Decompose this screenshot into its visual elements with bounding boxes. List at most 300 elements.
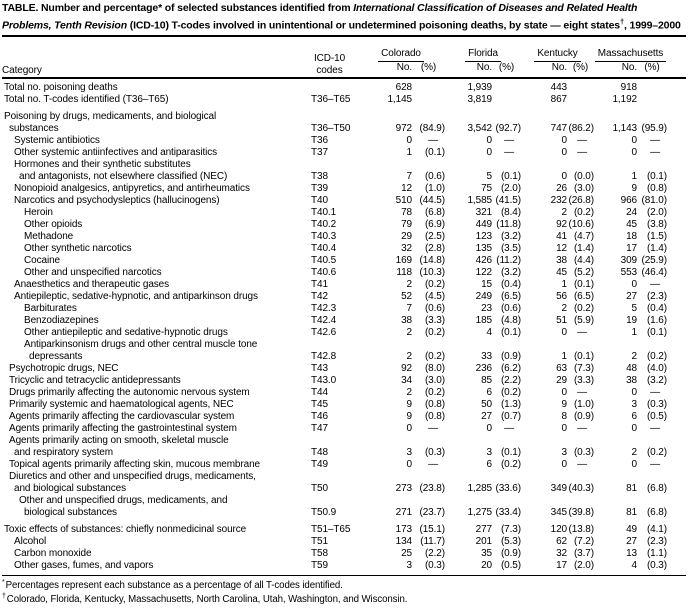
- table-row: [2, 519, 686, 536]
- table-row: [2, 495, 686, 519]
- row-filler: [667, 255, 686, 267]
- icd10-code-cell: T42.8: [311, 350, 337, 362]
- count-cell: 0: [486, 146, 492, 158]
- row-filler: [667, 243, 686, 255]
- count-cell: 15: [481, 278, 492, 290]
- footnote-text: Percentages represent each substance as a percentage of all T-codes identified.: [5, 579, 343, 591]
- icd10-code-cell: T40.3: [311, 230, 337, 242]
- table-row: [2, 423, 686, 435]
- percent-cell: (84.9): [419, 122, 445, 134]
- category-label-line: Drugs primarily affecting the autonomic nervous system: [9, 386, 250, 398]
- icd10-code-cell: T42: [311, 290, 328, 302]
- count-cell: 321: [475, 206, 492, 218]
- count-cell: 426: [475, 254, 492, 266]
- count-cell: 75: [481, 182, 492, 194]
- column-header-percent: (%): [492, 62, 521, 78]
- category-label-line: Toxic effects of substances: chiefly nonmedicinal source: [4, 523, 247, 535]
- percent-cell: (1.0): [573, 398, 594, 410]
- count-cell: 51: [556, 314, 567, 326]
- icd10-code-cell: T51: [311, 535, 328, 547]
- category-label-line: Agents primarily affecting the gastrointestinal system: [9, 422, 237, 434]
- percent-cell: (3.2): [646, 374, 667, 386]
- icd10-code-cell: T47: [311, 422, 328, 434]
- category-cell: [2, 106, 302, 135]
- count-cell: 18: [626, 230, 637, 242]
- category-label-line: Agents primarily acting on smooth, skeletal muscle: [9, 434, 229, 446]
- count-cell: 1: [406, 146, 412, 158]
- percent-cell: (0.2): [500, 386, 521, 398]
- count-cell: 0: [406, 458, 412, 470]
- title-dagger: †: [619, 17, 624, 26]
- category-label-line: Other and unspecified narcotics: [24, 266, 162, 278]
- row-filler: [667, 435, 686, 459]
- count-cell: 249: [475, 290, 492, 302]
- percent-cell: (15.1): [419, 523, 445, 535]
- count-cell: 3: [406, 559, 412, 571]
- count-cell: 23: [481, 302, 492, 314]
- percent-cell: (7.2): [573, 535, 594, 547]
- category-label-line: Other opioids: [24, 218, 83, 230]
- count-cell: 29: [401, 230, 412, 242]
- category-cell: [2, 560, 302, 572]
- icd10-code-cell: T40.4: [311, 242, 337, 254]
- percent-cell: (11.2): [496, 254, 521, 266]
- percent-cell: (8.0): [424, 362, 445, 374]
- percent-cell: (3.2): [500, 230, 521, 242]
- count-cell: 0: [561, 134, 567, 146]
- header-filler: [667, 48, 686, 78]
- count-cell: 32: [401, 242, 412, 254]
- count-cell: 273: [395, 482, 412, 494]
- count-cell: 2: [561, 206, 567, 218]
- percent-cell: (0.1): [500, 446, 521, 458]
- percent-cell: (6.2): [500, 362, 521, 374]
- percent-cell: (0.4): [500, 278, 521, 290]
- percent-cell: (10.6): [568, 218, 594, 230]
- percent-cell: (1.0): [424, 182, 445, 194]
- icd10-code-cell: T48: [311, 446, 328, 458]
- table-row: [2, 435, 686, 459]
- count-cell: 134: [395, 535, 412, 547]
- count-cell: 1,145: [387, 93, 412, 105]
- category-cell: [2, 195, 302, 207]
- row-filler: [667, 183, 686, 195]
- count-cell: 1,939: [467, 81, 492, 93]
- icd10-code-cell: T51–T65: [311, 523, 351, 535]
- count-cell: 49: [626, 523, 637, 535]
- count-cell: 6: [631, 410, 637, 422]
- icd10-code-cell: T42.4: [311, 314, 337, 326]
- percent-cell: [567, 94, 594, 106]
- percent-cell: (0.2): [573, 302, 594, 314]
- count-cell: 81: [626, 482, 637, 494]
- table-row: [2, 279, 686, 291]
- icd10-code-cell: T40.6: [311, 266, 337, 278]
- count-cell: 2: [406, 350, 412, 362]
- percent-cell: (0.4): [646, 302, 667, 314]
- percent-cell: (3.0): [573, 182, 594, 194]
- count-cell: 1: [561, 350, 567, 362]
- percent-cell: (2.0): [573, 559, 594, 571]
- category-cell: [2, 147, 302, 159]
- percent-cell: (0.1): [424, 146, 445, 158]
- table-row: [2, 471, 686, 495]
- count-cell: 9: [406, 410, 412, 422]
- column-header-percent: (%): [412, 62, 445, 78]
- category-cell: [2, 267, 302, 279]
- percent-cell: [492, 94, 521, 106]
- count-cell: 345: [550, 506, 567, 518]
- percent-cell: (39.8): [568, 506, 594, 518]
- table-row: [2, 459, 686, 471]
- icd10-code-cell: T36–T50: [311, 122, 351, 134]
- row-filler: [667, 147, 686, 159]
- count-cell: 0: [486, 134, 492, 146]
- percent-cell: [412, 94, 445, 106]
- column-header-state-florida: [445, 48, 521, 62]
- count-cell: 24: [626, 206, 637, 218]
- count-cell: 4: [631, 559, 637, 571]
- count-cell: 56: [556, 290, 567, 302]
- count-cell: 63: [556, 362, 567, 374]
- count-cell: 9: [406, 398, 412, 410]
- title-italic-text: International Classification of Diseases and Related Health Problems, Tenth Revision: [2, 2, 638, 32]
- category-cell: [2, 363, 302, 375]
- column-header-number: No.: [445, 62, 492, 78]
- row-filler: [667, 219, 686, 231]
- row-filler: [667, 303, 686, 315]
- table-row: [2, 399, 686, 411]
- table-row: [2, 303, 686, 315]
- count-cell: 0: [561, 386, 567, 398]
- count-cell: 8: [561, 410, 567, 422]
- percent-cell: (0.1): [500, 170, 521, 182]
- row-filler: [667, 459, 686, 471]
- title-text: , 1999–2000: [624, 19, 681, 32]
- icd10-code-cell: T36: [311, 134, 328, 146]
- percent-cell: (25.9): [641, 254, 667, 266]
- row-filler: [667, 231, 686, 243]
- percent-cell: (23.8): [419, 482, 445, 494]
- count-cell: 966: [620, 194, 637, 206]
- percent-cell: (3.3): [424, 314, 445, 326]
- percent-cell: (6.5): [500, 290, 521, 302]
- category-label-line: Primarily systemic and haematological agents, NEC: [9, 398, 234, 410]
- footnote-text: Colorado, Florida, Kentucky, Massachusetts, North Carolina, Utah, Washington, and Wisconsin.: [6, 594, 408, 606]
- icd10-code-cell: T40.1: [311, 206, 337, 218]
- icd10-code-cell: T49: [311, 458, 328, 470]
- count-cell: 0: [561, 458, 567, 470]
- table-row: [2, 183, 686, 195]
- column-header-number: No.: [594, 62, 637, 78]
- icd10-code-cell: T36–T65: [311, 93, 351, 105]
- count-cell: 4: [486, 326, 492, 338]
- count-cell: 510: [395, 194, 412, 206]
- count-cell: 29: [556, 374, 567, 386]
- icd10-code-cell: T42.6: [311, 326, 337, 338]
- count-cell: 0: [561, 170, 567, 182]
- count-cell: 3,542: [467, 122, 492, 134]
- percent-cell: (2.2): [424, 547, 445, 559]
- percent-cell: (44.5): [419, 194, 445, 206]
- count-cell: 1,275: [467, 506, 492, 518]
- percent-cell: —: [577, 146, 587, 158]
- count-cell: 33: [481, 350, 492, 362]
- category-label-line: and antagonists, not elsewhere classified (NEC): [19, 170, 228, 182]
- percent-cell: (0.9): [573, 410, 594, 422]
- row-filler: [667, 548, 686, 560]
- count-cell: 0: [631, 386, 637, 398]
- percent-cell: (4.1): [646, 523, 667, 535]
- category-label-line: Antiparkinsonism drugs and other central muscle tone: [24, 338, 258, 350]
- icd10-header-line2: codes: [316, 64, 343, 76]
- percent-cell: —: [577, 134, 587, 146]
- count-cell: 123: [475, 230, 492, 242]
- count-cell: 6: [486, 458, 492, 470]
- icd10-code-cell: T40: [311, 194, 328, 206]
- count-cell: 85: [481, 374, 492, 386]
- percent-cell: (0.6): [424, 302, 445, 314]
- footnote-marker: *: [2, 578, 5, 586]
- percent-cell: (0.1): [500, 326, 521, 338]
- table-row: [2, 231, 686, 243]
- percent-cell: (1.4): [646, 242, 667, 254]
- category-cell: [2, 495, 302, 519]
- category-cell: [2, 135, 302, 147]
- row-filler: [667, 106, 686, 135]
- category-cell: [2, 327, 302, 339]
- percent-cell: (0.3): [646, 559, 667, 571]
- count-cell: 122: [475, 266, 492, 278]
- count-cell: 628: [395, 81, 412, 93]
- percent-cell: (6.5): [573, 290, 594, 302]
- table-row: [2, 339, 686, 363]
- percent-cell: —: [504, 146, 514, 158]
- count-cell: 0: [561, 146, 567, 158]
- percent-cell: (0.2): [424, 278, 445, 290]
- count-cell: 79: [401, 218, 412, 230]
- count-cell: 3: [631, 398, 637, 410]
- count-cell: 2: [406, 278, 412, 290]
- percent-cell: —: [504, 134, 514, 146]
- category-cell: [2, 399, 302, 411]
- category-label-line: Antiepileptic, sedative-hypnotic, and antiparkinson drugs: [14, 290, 258, 302]
- percent-cell: (0.1): [573, 278, 594, 290]
- category-label-line: Systemic antibiotics: [14, 134, 100, 146]
- count-cell: 277: [475, 523, 492, 535]
- count-cell: 34: [401, 374, 412, 386]
- column-header-percent: (%): [637, 62, 667, 78]
- count-cell: 92: [401, 362, 412, 374]
- table-row: [2, 195, 686, 207]
- count-cell: 553: [620, 266, 637, 278]
- percent-cell: (2.2): [500, 374, 521, 386]
- category-cell: [2, 94, 302, 106]
- count-cell: 169: [395, 254, 412, 266]
- percent-cell: (2.8): [424, 242, 445, 254]
- category-cell: [2, 459, 302, 471]
- title-rule: [2, 35, 686, 37]
- category-label-line: and biological substances: [14, 482, 127, 494]
- icd10-code-cell: T59: [311, 559, 328, 571]
- percent-cell: (2.5): [424, 230, 445, 242]
- percent-cell: (10.3): [419, 266, 445, 278]
- count-cell: 747: [550, 122, 567, 134]
- category-label-line: Other gases, fumes, and vapors: [14, 559, 154, 571]
- percent-cell: (5.9): [573, 314, 594, 326]
- icd10-code-cell: T37: [311, 146, 328, 158]
- category-label-line: Topical agents primarily affecting skin, mucous membrane: [9, 458, 260, 470]
- table-row: [2, 363, 686, 375]
- count-cell: 3: [486, 446, 492, 458]
- category-label-line: Poisoning by drugs, medicaments, and biological: [4, 110, 217, 122]
- percent-cell: (0.9): [500, 350, 521, 362]
- percent-cell: (11.7): [420, 535, 445, 547]
- count-cell: 50: [481, 398, 492, 410]
- icd10-code-cell: T40.2: [311, 218, 337, 230]
- row-filler: [667, 94, 686, 106]
- count-cell: 81: [626, 506, 637, 518]
- percent-cell: (6.9): [424, 218, 445, 230]
- category-cell: [2, 243, 302, 255]
- percent-cell: (0.1): [646, 170, 667, 182]
- category-cell: [2, 183, 302, 195]
- count-cell: 0: [631, 146, 637, 158]
- count-cell: 25: [401, 547, 412, 559]
- percent-cell: (3.2): [500, 266, 521, 278]
- percent-cell: (1.6): [646, 314, 667, 326]
- category-label-line: Benzodiazepines: [24, 314, 99, 326]
- percent-cell: —: [428, 134, 438, 146]
- category-cell: [2, 519, 302, 536]
- table-row: [2, 219, 686, 231]
- percent-cell: (95.9): [641, 122, 667, 134]
- percent-cell: (0.2): [424, 350, 445, 362]
- percent-cell: (3.3): [573, 374, 594, 386]
- count-cell: 443: [550, 81, 567, 93]
- table-row: [2, 159, 686, 183]
- count-cell: 0: [631, 422, 637, 434]
- category-cell: [2, 207, 302, 219]
- count-cell: 0: [561, 326, 567, 338]
- table-row: [2, 147, 686, 159]
- count-cell: 173: [395, 523, 412, 535]
- category-label-line: Tricyclic and tetracyclic antidepressants: [9, 374, 181, 386]
- count-cell: 185: [475, 314, 492, 326]
- count-cell: 12: [556, 242, 567, 254]
- percent-cell: (5.3): [500, 535, 521, 547]
- percent-cell: (33.6): [495, 482, 521, 494]
- category-label-line: Total no. poisoning deaths: [4, 81, 118, 93]
- percent-cell: (0.3): [573, 446, 594, 458]
- percent-cell: (2.3): [646, 290, 667, 302]
- category-label-line: and respiratory system: [14, 446, 113, 458]
- category-label-line: substances: [9, 122, 59, 134]
- table-row: [2, 560, 686, 572]
- column-header-icd10-codes: [302, 48, 357, 78]
- footnote-marker: †: [2, 593, 6, 601]
- count-cell: 2: [406, 386, 412, 398]
- count-cell: 6: [486, 386, 492, 398]
- count-cell: 0: [486, 422, 492, 434]
- count-cell: 0: [631, 134, 637, 146]
- category-label-line: Narcotics and psychodysleptics (hallucinogens): [14, 194, 220, 206]
- count-cell: 3: [406, 446, 412, 458]
- count-cell: 0: [406, 134, 412, 146]
- percent-cell: [637, 78, 667, 94]
- icd10-code-cell: T39: [311, 182, 328, 194]
- icd10-code-cell: T41: [311, 278, 328, 290]
- row-filler: [667, 495, 686, 519]
- count-cell: 13: [626, 547, 637, 559]
- count-cell: 271: [395, 506, 412, 518]
- percent-cell: —: [650, 278, 660, 290]
- percent-cell: (0.1): [573, 350, 594, 362]
- row-filler: [667, 399, 686, 411]
- category-label-line: Nonopioid analgesics, antipyretics, and antirheumatics: [14, 182, 250, 194]
- table-row: [2, 411, 686, 423]
- icd10-code-cell: T38: [311, 170, 328, 182]
- table-row: [2, 207, 686, 219]
- percent-cell: —: [650, 386, 660, 398]
- table-row: [2, 78, 686, 94]
- count-cell: 5: [486, 170, 492, 182]
- icd10-code-cell: T46: [311, 410, 328, 422]
- percent-cell: (40.3): [568, 482, 594, 494]
- percent-cell: (1.3): [500, 398, 521, 410]
- percent-cell: (0.3): [424, 559, 445, 571]
- table-row: [2, 315, 686, 327]
- category-label-line: Hormones and their synthetic substitutes: [14, 158, 191, 170]
- percent-cell: (0.8): [646, 182, 667, 194]
- category-label-line: Other and unspecified drugs, medicaments, and: [19, 494, 228, 506]
- footnote-states: [2, 591, 686, 606]
- category-label-line: Carbon monoxide: [14, 547, 92, 559]
- category-label-line: Cocaine: [24, 254, 60, 266]
- percent-cell: (0.1): [646, 326, 667, 338]
- count-cell: 62: [556, 535, 567, 547]
- percent-cell: (1.1): [646, 547, 667, 559]
- count-cell: 1: [561, 278, 567, 290]
- row-filler: [667, 375, 686, 387]
- icd10-code-cell: T42.3: [311, 302, 337, 314]
- count-cell: 19: [626, 314, 637, 326]
- percent-cell: (0.2): [424, 386, 445, 398]
- category-label-line: Barbiturates: [24, 302, 77, 314]
- percent-cell: (11.8): [496, 218, 521, 230]
- count-cell: 48: [626, 362, 637, 374]
- count-cell: 38: [626, 374, 637, 386]
- percent-cell: [492, 78, 521, 94]
- table-row: [2, 291, 686, 303]
- column-header-percent: (%): [567, 62, 594, 78]
- count-cell: 92: [556, 218, 567, 230]
- count-cell: 120: [550, 523, 567, 535]
- percent-cell: (6.8): [646, 482, 667, 494]
- category-cell: [2, 375, 302, 387]
- count-cell: 309: [620, 254, 637, 266]
- count-cell: 1: [631, 326, 637, 338]
- percent-cell: (0.2): [500, 458, 521, 470]
- state-name: Massachusetts: [595, 48, 666, 62]
- icd10-code-cell: T50.9: [311, 506, 337, 518]
- percent-cell: (4.8): [500, 314, 521, 326]
- row-filler: [667, 519, 686, 536]
- percent-cell: (0.0): [573, 170, 594, 182]
- count-cell: 2: [561, 302, 567, 314]
- title-asterisk: *: [158, 2, 162, 14]
- count-cell: 972: [395, 122, 412, 134]
